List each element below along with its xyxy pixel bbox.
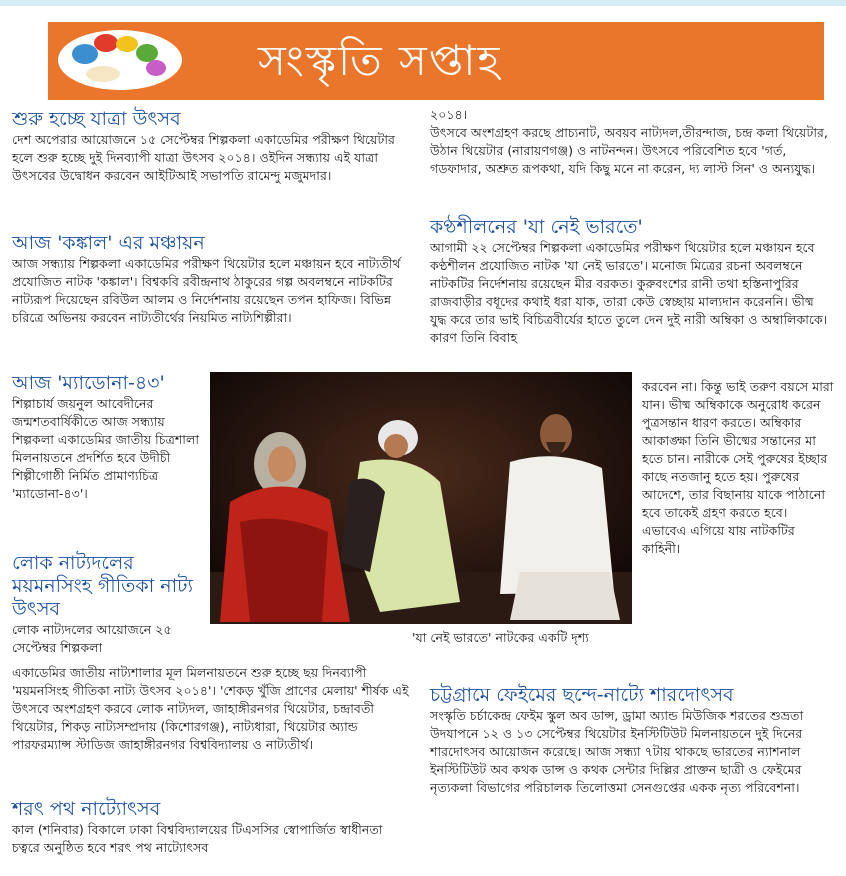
body-lok-a: লোক নাট্যদলের আয়োজনে ২৫ সেপ্টেম্বর শিল্পকলা [12, 622, 172, 655]
headline-kanthashilon: কণ্ঠশীলনের 'যা নেই ভারতে' [430, 216, 643, 238]
headline-chattogram: চট্টগ্রামে ফেইমের ছন্দে-নাট্যে শারদোৎসব [430, 684, 734, 706]
headline-lok: লোক নাট্যদলের ময়মনসিংহ গীতিকা নাট্য উৎসব [12, 552, 193, 620]
article-lok-cont [12, 664, 410, 754]
body-madona: শিল্পাচার্য জয়নুল আবেদীনের জন্মশতবার্ষিকীতে আজ সন্ধ্যায় শিল্পকলা একাডেমির জাতীয় চিত্রশালা মিলনায়তনে প্রদর্শিত হবে উদীচী শিল্পীগোষ্ঠী নির্মিত প্রামাণ্যচিত্র 'ম্যাডোনা-৪৩'। [12, 396, 199, 501]
photo-caption: 'যা নেই ভারতে' নাটকের একটি দৃশ্য [412, 630, 589, 645]
headline-jatra: শুরু হচ্ছে যাত্রা উৎসব [12, 108, 181, 130]
headline-madona: আজ 'ম্যাডোনা-৪৩' [12, 372, 165, 394]
article-sharat [12, 798, 410, 857]
body-kankal: আজ সন্ধ্যায় শিল্পকলা একাডেমির পরীক্ষণ থিয়েটার হলে মঞ্চায়ন হবে নাট্যতীর্থ প্রযোজিত নাটক 'কঙ্কাল'। বিশ্বকবি রবীন্দ্রনাথ ঠাকুরের গল্প অবলম্বনে নাটকটির নাট্যরূপ দিয়েছেন রবিউল আলম ও নির্দেশনায় রয়েছেন তপন হাফিজ। বিভিন্ন চরিত্রে অভিনয় করবেন নাট্যতীর্থের নিয়মিত নাট্যশিল্পীরা। [12, 256, 401, 325]
banner-title: সংস্কৃতি সপ্তাহ [258, 36, 502, 85]
stage-scene-image [210, 372, 632, 624]
continuation-jatra: ২০১৪। [430, 107, 468, 122]
stage-photo [210, 372, 632, 624]
palette-icon [58, 30, 182, 90]
body-sharat: কাল (শনিবার) বিকালে ঢাকা বিশ্ববিদ্যালয়ের টিএসসির স্বোপার্জিত স্বাধীনতা চত্বরে অনুষ্ঠিত হবে শরৎ পথ নাট্যোৎসব [12, 822, 383, 855]
article-madona [12, 372, 204, 503]
article-jatra [12, 108, 410, 185]
article-kanthashilon-cont [642, 378, 834, 558]
article-jatra-cont [430, 106, 828, 178]
body2-kanthashilon: করবেন না। কিন্তু ভাই তরুণ বয়সে মারা যান। ভীষ্ম অম্বিকাকে অনুরোধ করেন পুত্রসন্তান ধারণ করতে। অম্বিকার আকাঙ্ক্ষা তিনি ভীষ্মের সন্তানের মা হতে চান। নারীকে সেই পুরুষের ইচ্ছার কাছে নতজানু হতে হয়। পুরুষের আদেশে, তার বিছানায় যাকে পাঠানো হবে তাকেই গ্রহণ করতে হবে। এভাবেএ এগিয়ে যায় নাটকটির কাহিনী। [642, 379, 834, 556]
headline-kankal: আজ 'কঙ্কাল' এর মঞ্চায়ন [12, 232, 205, 254]
headline-sharat: শরৎ পথ নাট্যোৎসব [12, 798, 161, 820]
body2-jatra: উৎসবে অংশগ্রহণ করছে প্রাচ্যনাট, অবয়ব নাট্যদল,তীরন্দাজ, চন্দ্র কলা থিয়েটার, উঠান থিয়েটার (নারায়ণগঞ্জ) ও নাটনন্দন। উৎসবে পরিবেশিত হবে 'গর্ত, গডফাদার, অশ্রুত রূপকথা, যদি কিছু মনে না করেন, দ্য লাস্ট সিন' ও অন্যযুদ্ধ। [430, 125, 828, 176]
body-lok-b: একাডেমির জাতীয় নাট্যশালার মূল মিলনায়তনে শুরু হচ্ছে ছয় দিনব্যাপী 'ময়মনসিংহ গীতিকা নাট্য উৎসব ২০১৪'। 'শেকড় খুঁজি প্রাণের মেলায়' শীর্ষক এই উৎসবে অংশগ্রহণ করবে লোক নাট্যদল, জাহাঙ্গীরনগর থিয়েটার, চন্দ্রাবতী থিয়েটার, শিকড় নাট্যসম্প্রদায় (কিশোরগঞ্জ), নাট্যধারা, থিয়েটার অ্যান্ড পারফরম্যান্স স্টাডিজ জাহাঙ্গীরনগর বিশ্ববিদ্যালয় ও নাট্যতীর্থ। [12, 665, 409, 752]
body-jatra: দেশ অপেরার আয়োজনে ১৫ সেপ্টেম্বর শিল্পকলা একাডেমির পরীক্ষণ থিয়েটার হলে শুরু হচ্ছে দুই দিনব্যাপী যাত্রা উৎসব ২০১৪। ওইদিন সন্ধ্যায় এই যাত্রা উৎসবের উদ্বোধন করবেন আইটিআই সভাপতি রামেন্দু মজুমদার। [12, 132, 395, 183]
article-chattogram [430, 684, 828, 797]
palette-logo [54, 24, 190, 96]
article-kanthashilon [430, 216, 828, 347]
body-chattogram: সংস্কৃতি চর্চাকেন্দ্র ফেইম স্কুল অব ডান্স, ড্রামা অ্যান্ড মিউজিক শরতের শুভ্রতা উদযাপনে ১২ ও ১৩ সেপ্টেম্বর থিয়েটার ইনস্টিটিউট মিলনায়তনে দুই দিনের শারদোৎসব আয়োজন করেছে। আজ সন্ধ্যা ৭টায় থাকছে ভারতের ন্যাশনাল ইনস্টিটিউট অব কথক ডান্স ও কথক সেন্টার দিল্লির প্রাক্তন ছাত্রী ও ফেইমের নৃত্যকলা বিভাগের পরিচালক তিলোত্তমা সেনগুপ্তের একক নৃত্য পরিবেশনা। [430, 708, 804, 795]
article-kankal [12, 232, 410, 327]
top-strip [0, 0, 846, 6]
article-lok [12, 552, 202, 657]
body-kanthashilon: আগামী ২২ সেপ্টেম্বর শিল্পকলা একাডেমির পরীক্ষণ থিয়েটার হলে মঞ্চায়ন হবে কণ্ঠশীলন প্রযোজিত নাটক 'যা নেই ভারতে'। মনোজ মিত্রের রচনা অবলম্বনে নাটকটির নির্দেশনায় রয়েছেন মীর বরকত। কুরুবংশের রানী তথা হস্তিনাপুরির রাজবাড়ীর বধূদের কথাই ধরা যাক, তারা কেউ স্বেচ্ছায় মাল্যদান করেননি। ভীষ্ম যুদ্ধ করে তার ভাই বিচিত্রবীর্যের হাতে তুলে দেন দুই নারী অম্বিকা ও অম্বালিকাকে। কারণ তিনি বিবাহ [430, 240, 828, 345]
